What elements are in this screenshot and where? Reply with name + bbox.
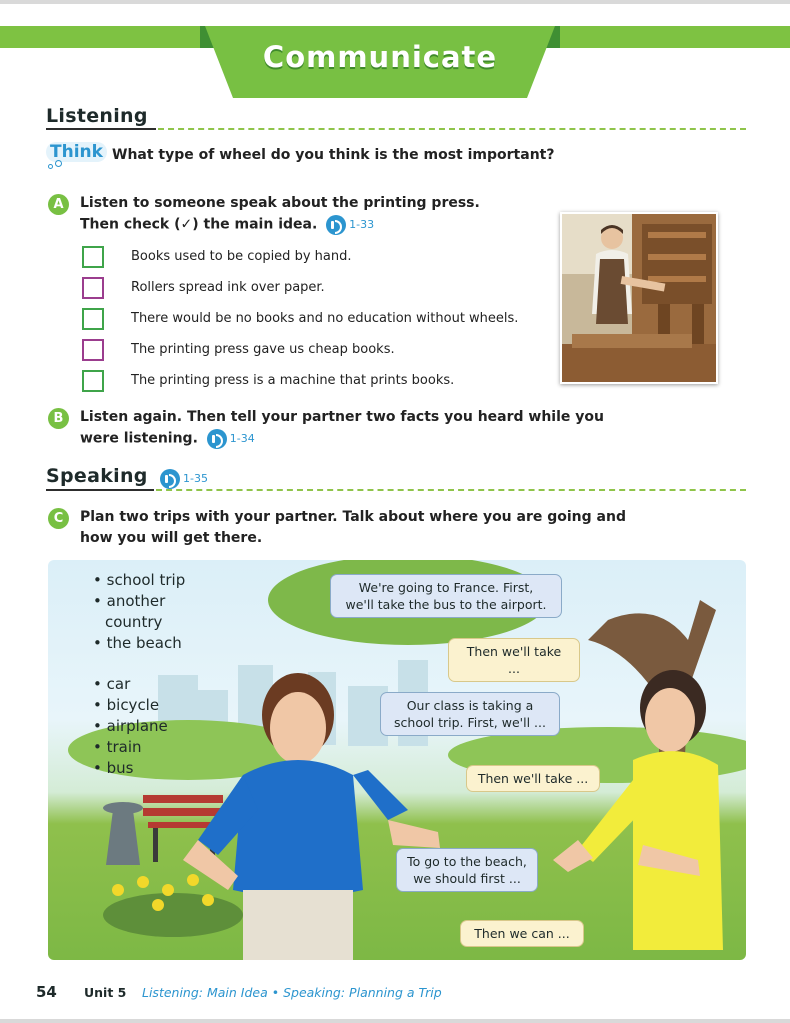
activity-a-line2: Then check (✓) the main idea. [80, 216, 318, 233]
vocab-item: • train [93, 738, 142, 756]
option-row [82, 308, 542, 332]
think-bubble-icon [44, 139, 108, 173]
audio-track-b: 1-34 [229, 432, 255, 445]
checkbox[interactable] [82, 339, 104, 361]
speech-bubble-then-take-1 [448, 638, 580, 682]
audio-icon[interactable] [207, 429, 227, 449]
unit-description: Listening: Main Idea • Speaking: Planning a Trip [142, 985, 442, 1000]
vocab-item: • the beach [93, 634, 182, 652]
vocab-item: • school trip [93, 571, 186, 589]
audio-track-speaking: 1-35 [183, 472, 208, 485]
audio-icon[interactable] [160, 469, 180, 489]
activity-b-line2-wrap [80, 428, 604, 450]
destination-list [93, 570, 185, 654]
page-number: 54 [36, 983, 57, 1001]
listening-underline [46, 128, 156, 130]
option-row [82, 339, 542, 363]
checkbox[interactable] [82, 246, 104, 268]
speech-bubble-then-can [460, 920, 584, 947]
option-text: The printing press is a machine that prints books. [131, 373, 455, 388]
bubble-text: Then we'll take ... [466, 644, 562, 676]
bubble-text: Then we'll take ... [477, 771, 589, 786]
listening-dash-line [158, 128, 746, 130]
vocab-text: another [106, 592, 166, 610]
activity-b-instructions [80, 407, 604, 450]
bubble-text: we'll take the bus to the airport. [345, 597, 547, 612]
vocab-text: bus [106, 759, 134, 777]
vocab-item: • bicycle [93, 696, 160, 714]
vocab-text: train [106, 738, 142, 756]
vocab-text: country [105, 613, 163, 631]
printing-press-illustration [562, 214, 718, 384]
speech-bubble-beach [396, 848, 538, 892]
audio-track-a: 1-33 [349, 218, 375, 231]
activity-c-line1: Plan two trips with your partner. Talk about where you are going and [80, 509, 626, 525]
option-text: Books used to be copied by hand. [131, 249, 352, 264]
think-question: What type of wheel do you think is the most important? [112, 147, 555, 163]
vocab-text: airplane [106, 717, 168, 735]
activity-c-letter: C [48, 508, 69, 529]
option-row [82, 370, 542, 394]
option-text: There would be no books and no education without wheels. [131, 311, 519, 326]
activity-c-instructions [80, 507, 626, 549]
activity-a-letter: A [48, 194, 69, 215]
option-row [82, 246, 542, 270]
banner-title: Communicate [262, 40, 498, 74]
vocab-item: • another [93, 592, 166, 610]
bubble-text: We're going to France. First, [358, 580, 534, 595]
speech-bubble-then-take-2 [466, 765, 600, 792]
bubble-text: To go to the beach, [407, 854, 527, 869]
vocab-text: school trip [106, 571, 186, 589]
vocab-text: the beach [106, 634, 182, 652]
bubble-text: we should first ... [413, 871, 521, 886]
bubble-text: Our class is taking a [406, 698, 534, 713]
activity-b-line2: were listening. [80, 430, 198, 447]
unit-label: Unit 5 [84, 985, 127, 1000]
transport-list [93, 674, 168, 779]
activity-a-line2-wrap [80, 214, 480, 236]
vocab-item: • car [93, 675, 131, 693]
listening-title: Listening [46, 105, 148, 127]
bubble-text: school trip. First, we'll ... [394, 715, 546, 730]
think-dot-large [55, 160, 62, 167]
activity-a-line1: Listen to someone speak about the printing press. [80, 195, 480, 211]
option-text: The printing press gave us cheap books. [131, 342, 395, 357]
speaking-audio [160, 468, 208, 489]
checkbox[interactable] [82, 277, 104, 299]
vocab-text: car [106, 675, 131, 693]
checkbox[interactable] [82, 308, 104, 330]
activity-b-line1: Listen again. Then tell your partner two facts you heard while you [80, 409, 604, 425]
park-scene [48, 560, 746, 960]
bottom-edge [0, 1019, 790, 1023]
activity-b-letter: B [48, 408, 69, 429]
speaking-dash-line [156, 489, 746, 491]
activity-a-instructions [80, 193, 480, 236]
speaking-underline [46, 489, 154, 491]
printing-press-photo [560, 212, 718, 384]
option-text: Rollers spread ink over paper. [131, 280, 325, 295]
activity-c-line2: how you will get there. [80, 530, 263, 546]
vocab-text: bicycle [106, 696, 160, 714]
vocab-item: • airplane [93, 717, 168, 735]
speaking-title: Speaking [46, 465, 148, 487]
top-edge [0, 0, 790, 4]
vocab-item: • bus [93, 759, 134, 777]
speech-bubble-school-trip [380, 692, 560, 736]
think-dot-small [48, 164, 53, 169]
checkbox[interactable] [82, 370, 104, 392]
option-row [82, 277, 542, 301]
vocab-item [93, 612, 185, 633]
speech-bubble-france [330, 574, 562, 618]
bubble-text: Then we can ... [474, 926, 570, 941]
audio-icon[interactable] [326, 215, 346, 235]
think-label: Think [46, 142, 107, 162]
